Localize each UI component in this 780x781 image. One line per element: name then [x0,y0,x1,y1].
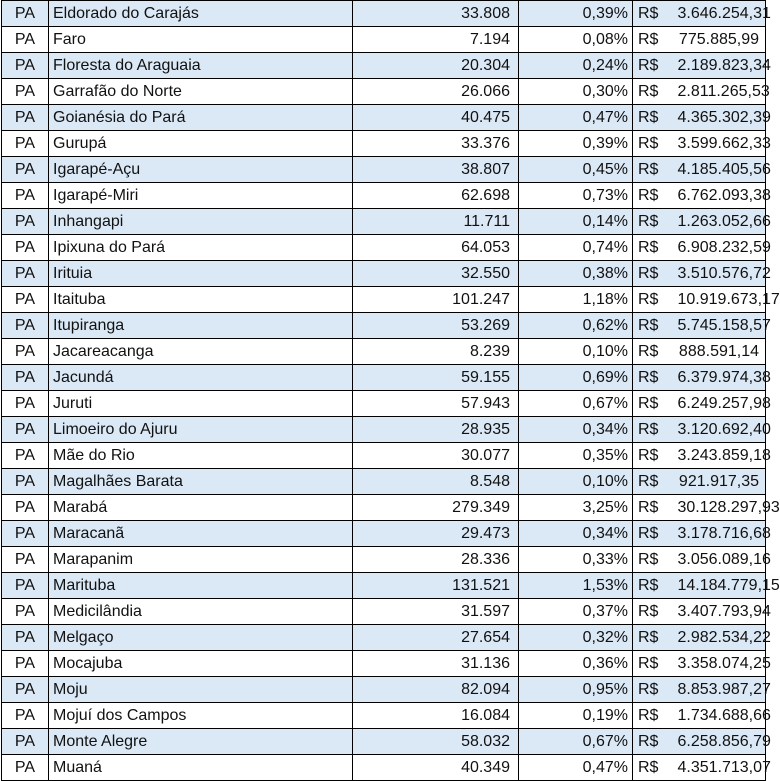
amount-cell: 3.510.576,72 [674,261,766,287]
state-cell: PA [2,677,49,703]
municipality-cell: Igarapé-Açu [49,157,353,183]
table-row [2,495,766,521]
municipality-cell: Moju [49,677,353,703]
currency-cell: R$ [633,27,674,53]
amount-cell: 3.599.662,33 [674,131,766,157]
state-cell: PA [2,391,49,417]
table-row [2,105,766,131]
currency-cell: R$ [633,287,674,313]
amount-cell: 4.185.405,56 [674,157,766,183]
table-row [2,261,766,287]
state-cell: PA [2,235,49,261]
percentage-cell: 0,47% [519,105,633,131]
state-cell: PA [2,79,49,105]
percentage-cell: 0,74% [519,235,633,261]
currency-cell: R$ [633,729,674,755]
currency-cell: R$ [633,599,674,625]
currency-cell: R$ [633,495,674,521]
municipality-cell: Limoeiro do Ajuru [49,417,353,443]
table-row [2,209,766,235]
state-cell: PA [2,495,49,521]
table-row [2,287,766,313]
percentage-cell: 0,67% [519,391,633,417]
table-row [2,313,766,339]
amount-cell: 1.734.688,66 [674,703,766,729]
percentage-cell: 0,62% [519,313,633,339]
municipality-cell: Mocajuba [49,651,353,677]
population-cell: 28.935 [353,417,519,443]
amount-cell: 30.128.297,93 [674,495,766,521]
municipality-cell: Magalhães Barata [49,469,353,495]
amount-cell: 14.184.779,15 [674,573,766,599]
table-row [2,469,766,495]
table-row [2,625,766,651]
amount-cell: 2.811.265,53 [674,79,766,105]
municipality-cell: Monte Alegre [49,729,353,755]
currency-cell: R$ [633,573,674,599]
currency-cell: R$ [633,53,674,79]
state-cell: PA [2,417,49,443]
population-cell: 28.336 [353,547,519,573]
municipality-cell: Muaná [49,755,353,781]
amount-cell: 3.358.074,25 [674,651,766,677]
municipality-cell: Itaituba [49,287,353,313]
amount-cell: 1.263.052,66 [674,209,766,235]
state-cell: PA [2,287,49,313]
amount-cell: 4.351.713,07 [674,755,766,781]
population-cell: 32.550 [353,261,519,287]
municipality-cell: Maracanã [49,521,353,547]
state-cell: PA [2,27,49,53]
percentage-cell: 0,45% [519,157,633,183]
amount-cell: 3.646.254,31 [674,1,766,27]
currency-cell: R$ [633,183,674,209]
population-cell: 101.247 [353,287,519,313]
population-cell: 38.807 [353,157,519,183]
currency-cell: R$ [633,235,674,261]
municipality-cell: Marituba [49,573,353,599]
population-cell: 31.136 [353,651,519,677]
amount-cell: 775.885,99 [674,27,766,53]
state-cell: PA [2,469,49,495]
population-cell: 58.032 [353,729,519,755]
amount-cell: 6.379.974,38 [674,365,766,391]
population-cell: 40.475 [353,105,519,131]
municipality-cell: Juruti [49,391,353,417]
municipality-cell: Marabá [49,495,353,521]
state-cell: PA [2,261,49,287]
municipality-cell: Inhangapi [49,209,353,235]
municipality-cell: Mojuí dos Campos [49,703,353,729]
population-cell: 20.304 [353,53,519,79]
percentage-cell: 0,34% [519,417,633,443]
amount-cell: 6.908.232,59 [674,235,766,261]
amount-cell: 3.407.793,94 [674,599,766,625]
currency-cell: R$ [633,651,674,677]
amount-cell: 10.919.673,17 [674,287,766,313]
percentage-cell: 1,53% [519,573,633,599]
amount-cell: 2.189.823,34 [674,53,766,79]
municipality-cell: Goianésia do Pará [49,105,353,131]
table-row [2,27,766,53]
state-cell: PA [2,53,49,79]
amount-cell: 3.056.089,16 [674,547,766,573]
table-body [2,1,780,781]
percentage-cell: 0,35% [519,443,633,469]
currency-cell: R$ [633,547,674,573]
table-row [2,417,766,443]
table-row [2,703,766,729]
table-row [2,79,766,105]
population-cell: 16.084 [353,703,519,729]
currency-cell: R$ [633,469,674,495]
table-row [2,573,766,599]
table-row [2,235,766,261]
municipality-cell: Mãe do Rio [49,443,353,469]
amount-cell: 3.178.716,68 [674,521,766,547]
amount-cell: 8.853.987,27 [674,677,766,703]
currency-cell: R$ [633,521,674,547]
table-row [2,521,766,547]
municipality-table [1,0,780,781]
municipality-cell: Medicilândia [49,599,353,625]
state-cell: PA [2,339,49,365]
currency-cell: R$ [633,157,674,183]
percentage-cell: 0,73% [519,183,633,209]
population-cell: 57.943 [353,391,519,417]
currency-cell: R$ [633,209,674,235]
state-cell: PA [2,443,49,469]
population-cell: 29.473 [353,521,519,547]
table-row [2,599,766,625]
amount-cell: 6.258.856,79 [674,729,766,755]
state-cell: PA [2,573,49,599]
currency-cell: R$ [633,703,674,729]
population-cell: 59.155 [353,365,519,391]
percentage-cell: 0,36% [519,651,633,677]
percentage-cell: 0,32% [519,625,633,651]
percentage-cell: 0,69% [519,365,633,391]
population-cell: 33.376 [353,131,519,157]
population-cell: 7.194 [353,27,519,53]
percentage-cell: 1,18% [519,287,633,313]
municipality-cell: Itupiranga [49,313,353,339]
percentage-cell: 0,10% [519,469,633,495]
state-cell: PA [2,131,49,157]
currency-cell: R$ [633,625,674,651]
amount-cell: 2.982.534,22 [674,625,766,651]
table-row [2,651,766,677]
population-cell: 8.548 [353,469,519,495]
state-cell: PA [2,183,49,209]
currency-cell: R$ [633,339,674,365]
state-cell: PA [2,755,49,781]
state-cell: PA [2,1,49,27]
state-cell: PA [2,703,49,729]
percentage-cell: 0,38% [519,261,633,287]
amount-cell: 888.591,14 [674,339,766,365]
municipality-cell: Gurupá [49,131,353,157]
percentage-cell: 0,37% [519,599,633,625]
currency-cell: R$ [633,261,674,287]
population-cell: 64.053 [353,235,519,261]
currency-cell: R$ [633,105,674,131]
municipality-cell: Jacareacanga [49,339,353,365]
currency-cell: R$ [633,131,674,157]
state-cell: PA [2,313,49,339]
percentage-cell: 0,24% [519,53,633,79]
state-cell: PA [2,105,49,131]
table-row [2,755,766,781]
table-row [2,365,766,391]
amount-cell: 3.120.692,40 [674,417,766,443]
table-row [2,729,766,755]
percentage-cell: 0,08% [519,27,633,53]
percentage-cell: 0,47% [519,755,633,781]
population-cell: 33.808 [353,1,519,27]
currency-cell: R$ [633,417,674,443]
municipality-cell: Faro [49,27,353,53]
state-cell: PA [2,365,49,391]
table-row [2,53,766,79]
table-row [2,339,766,365]
state-cell: PA [2,157,49,183]
percentage-cell: 3,25% [519,495,633,521]
population-cell: 131.521 [353,573,519,599]
currency-cell: R$ [633,365,674,391]
percentage-cell: 0,67% [519,729,633,755]
table-row [2,157,766,183]
table-row [2,391,766,417]
currency-cell: R$ [633,313,674,339]
municipality-cell: Igarapé-Miri [49,183,353,209]
amount-cell: 4.365.302,39 [674,105,766,131]
population-cell: 11.711 [353,209,519,235]
currency-cell: R$ [633,443,674,469]
state-cell: PA [2,209,49,235]
amount-cell: 6.249.257,98 [674,391,766,417]
amount-cell: 3.243.859,18 [674,443,766,469]
population-cell: 62.698 [353,183,519,209]
population-cell: 30.077 [353,443,519,469]
amount-cell: 921.917,35 [674,469,766,495]
table-row [2,443,766,469]
currency-cell: R$ [633,79,674,105]
table-row [2,1,766,27]
currency-cell: R$ [633,391,674,417]
state-cell: PA [2,651,49,677]
population-cell: 27.654 [353,625,519,651]
amount-cell: 5.745.158,57 [674,313,766,339]
percentage-cell: 0,30% [519,79,633,105]
percentage-cell: 0,39% [519,1,633,27]
percentage-cell: 0,95% [519,677,633,703]
population-cell: 8.239 [353,339,519,365]
state-cell: PA [2,521,49,547]
amount-cell: 6.762.093,38 [674,183,766,209]
table-row [2,183,766,209]
municipality-cell: Irituia [49,261,353,287]
municipality-cell: Garrafão do Norte [49,79,353,105]
currency-cell: R$ [633,1,674,27]
state-cell: PA [2,625,49,651]
population-cell: 53.269 [353,313,519,339]
table-row [2,547,766,573]
table-row [2,131,766,157]
population-cell: 82.094 [353,677,519,703]
municipality-cell: Marapanim [49,547,353,573]
percentage-cell: 0,19% [519,703,633,729]
percentage-cell: 0,39% [519,131,633,157]
table-row [2,677,766,703]
state-cell: PA [2,547,49,573]
percentage-cell: 0,34% [519,521,633,547]
municipality-cell: Floresta do Araguaia [49,53,353,79]
municipality-cell: Ipixuna do Pará [49,235,353,261]
currency-cell: R$ [633,677,674,703]
municipality-cell: Jacundá [49,365,353,391]
percentage-cell: 0,10% [519,339,633,365]
population-cell: 279.349 [353,495,519,521]
population-cell: 31.597 [353,599,519,625]
population-cell: 26.066 [353,79,519,105]
municipality-cell: Melgaço [49,625,353,651]
percentage-cell: 0,14% [519,209,633,235]
municipality-cell: Eldorado do Carajás [49,1,353,27]
state-cell: PA [2,599,49,625]
population-cell: 40.349 [353,755,519,781]
state-cell: PA [2,729,49,755]
currency-cell: R$ [633,755,674,781]
percentage-cell: 0,33% [519,547,633,573]
